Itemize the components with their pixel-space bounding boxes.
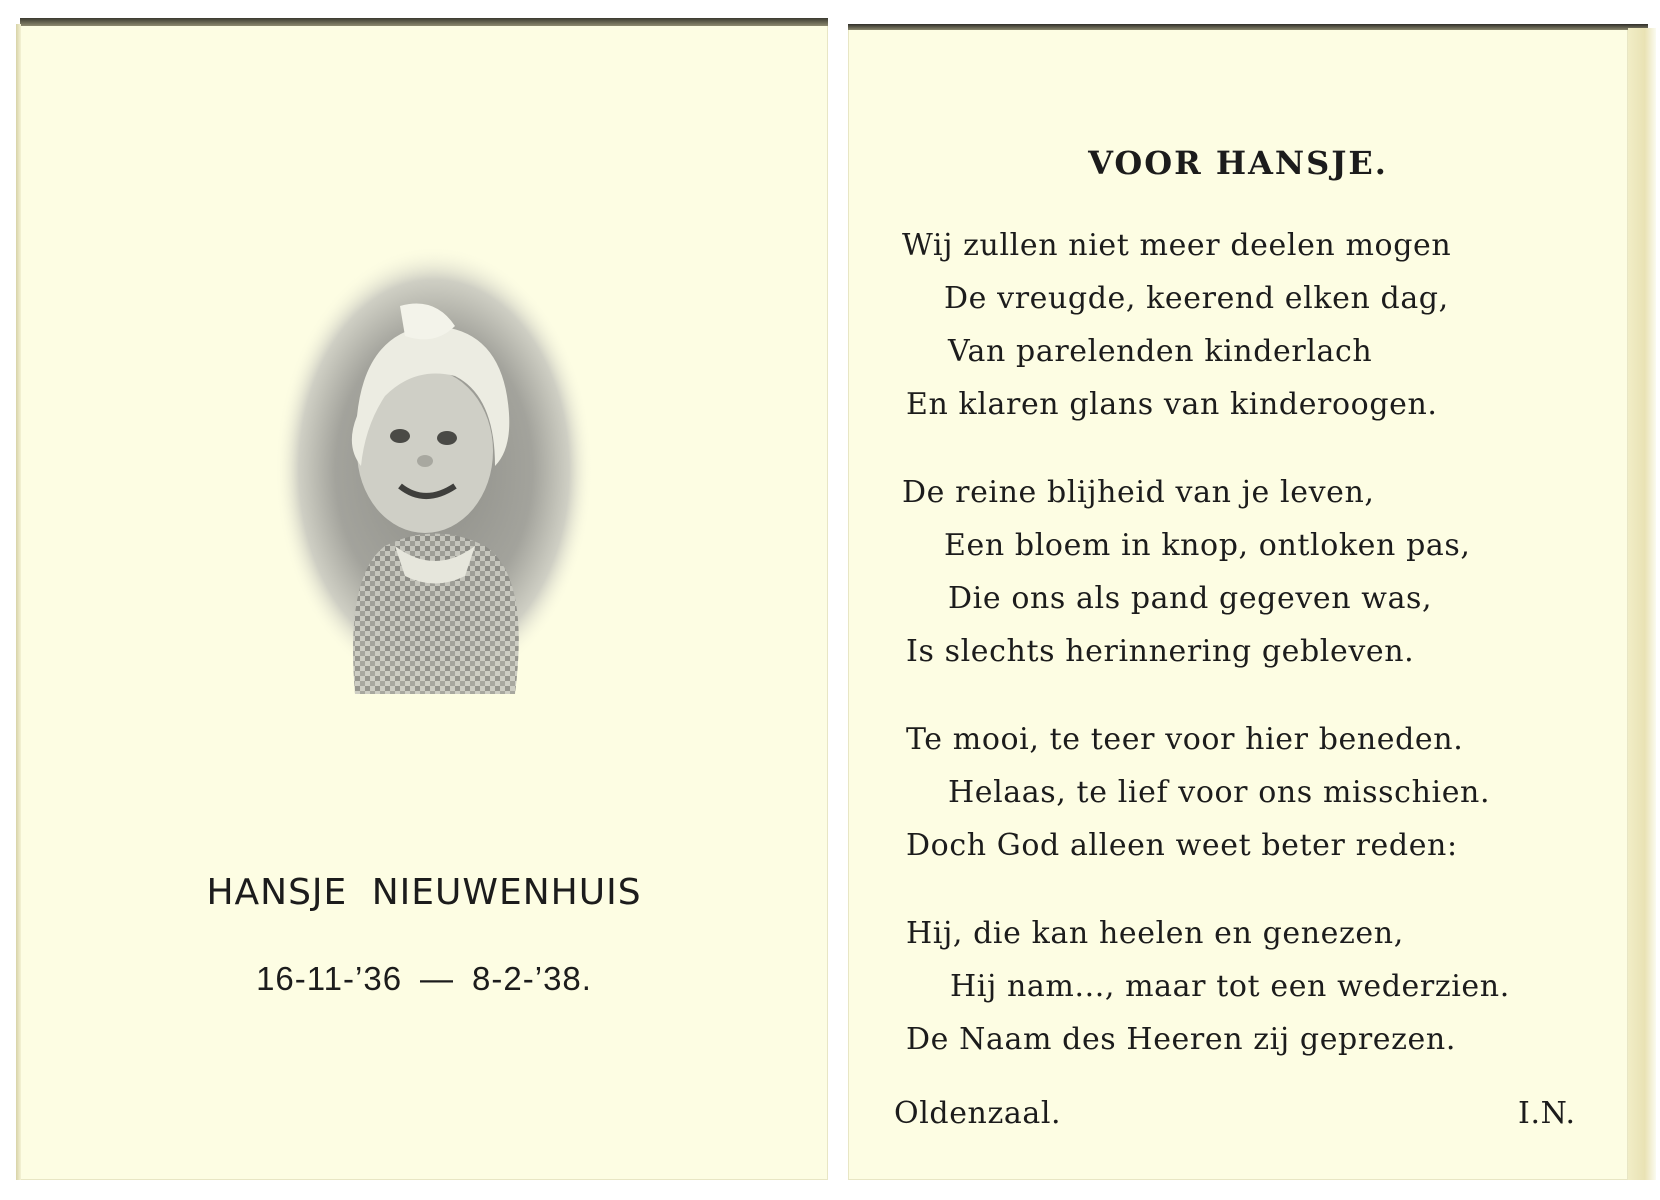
poem-line: De Naam des Heeren zij geprezen. <box>906 1022 1456 1057</box>
poem-line: Te mooi, te teer voor hier beneden. <box>906 722 1464 757</box>
card-top-edge <box>20 18 828 26</box>
memorial-card-front <box>20 24 828 1180</box>
deceased-name: HANSJE NIEUWENHUIS <box>206 872 642 913</box>
author-initials: I.N. <box>1518 1096 1576 1131</box>
poem-line: De reine blijheid van je leven, <box>902 475 1375 510</box>
poem-line: Wij zullen niet meer deelen mogen <box>902 228 1452 263</box>
place-name: Oldenzaal. <box>894 1096 1062 1131</box>
death-date: 8-2-’38. <box>472 960 592 997</box>
memorial-card-poem <box>848 28 1628 1180</box>
child-portrait-photo <box>275 246 593 694</box>
poem-line: De vreugde, keerend elken dag, <box>944 281 1449 316</box>
date-dash: — <box>420 960 455 997</box>
poem-line: Doch God alleen weet beter reden: <box>906 828 1458 863</box>
poem-line: Een bloem in knop, ontloken pas, <box>944 528 1471 563</box>
poem-line: Hij nam..., maar tot een wederzien. <box>950 969 1510 1004</box>
poem-line: Die ons als pand gegeven was, <box>948 581 1433 616</box>
poem-title: VOOR HANSJE. <box>1088 144 1388 182</box>
life-dates <box>20 960 828 998</box>
poem-line: Is slechts herinnering gebleven. <box>906 634 1415 669</box>
poem-line: Hij, die kan heelen en genezen, <box>906 916 1404 951</box>
poem-line: Van parelenden kinderlach <box>948 334 1373 369</box>
card-right-edge <box>1628 28 1656 1180</box>
poem-line: Helaas, te lief voor ons misschien. <box>948 775 1491 810</box>
card-left-edge <box>16 24 21 1180</box>
poem-line: En klaren glans van kinderoogen. <box>906 387 1438 422</box>
birth-date: 16-11-’36 <box>256 960 403 997</box>
card-top-edge <box>848 24 1648 30</box>
